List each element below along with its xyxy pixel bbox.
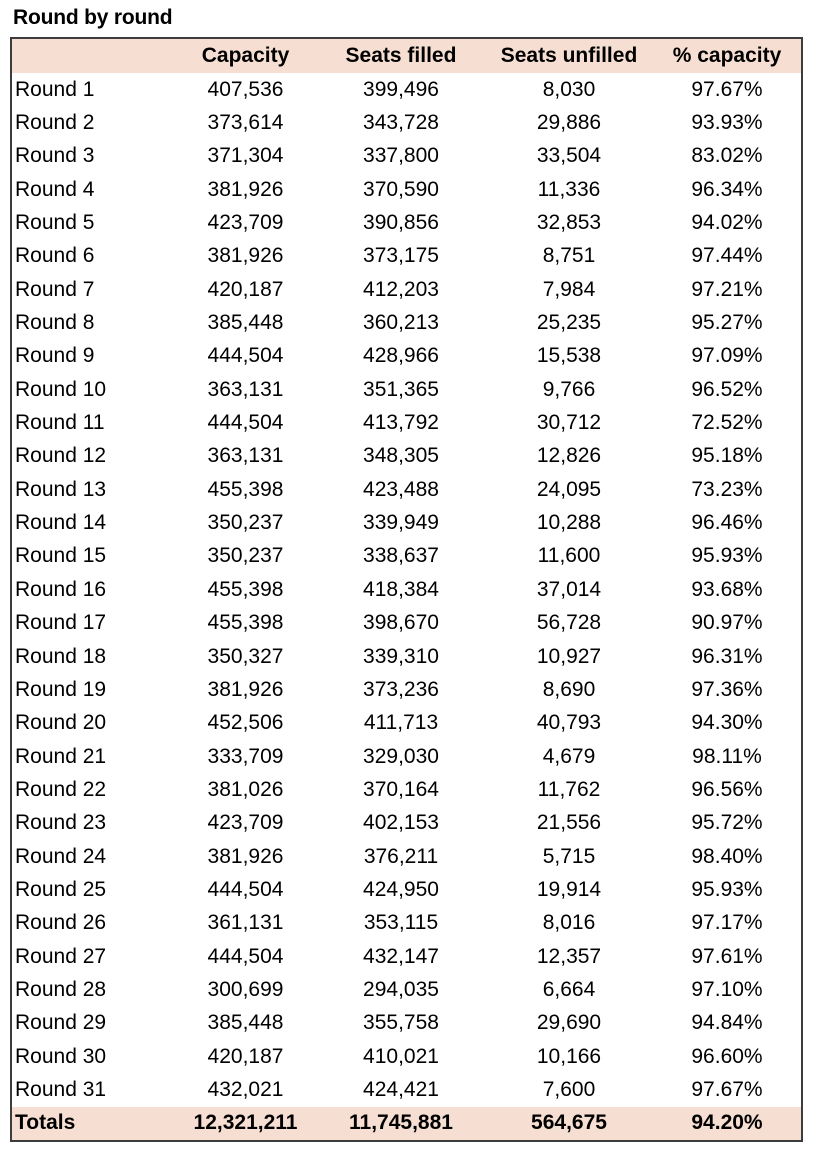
totals-seats-unfilled: 564,675 <box>531 1111 607 1135</box>
capacity-cell: 432,021 <box>207 1077 284 1101</box>
table-row <box>12 373 801 406</box>
seats-filled-cell: 410,021 <box>363 1044 439 1068</box>
seats-filled-cell: 376,211 <box>363 844 439 868</box>
capacity-cell: 361,131 <box>207 911 284 935</box>
round-cell: Round 3 <box>15 144 95 168</box>
seats-filled-cell: 370,590 <box>363 177 439 201</box>
seats-filled-cell: 423,488 <box>363 477 439 501</box>
capacity-cell: 444,504 <box>207 944 284 968</box>
capacity-cell: 420,187 <box>207 277 284 301</box>
capacity-cell: 385,448 <box>207 311 284 335</box>
percent-capacity-cell: 97.67% <box>691 1077 763 1101</box>
seats-filled-cell: 355,758 <box>363 1011 439 1035</box>
seats-filled-cell: 351,365 <box>363 377 439 401</box>
seats-filled-cell: 424,950 <box>363 877 439 901</box>
capacity-cell: 350,237 <box>207 544 284 568</box>
round-cell: Round 10 <box>15 377 107 401</box>
seats-unfilled-cell: 30,712 <box>536 411 602 435</box>
seats-unfilled-cell: 21,556 <box>536 811 602 835</box>
header-cell-capacity: Capacity <box>201 44 290 67</box>
seats-unfilled-cell: 15,538 <box>536 344 602 368</box>
round-cell: Round 12 <box>15 444 107 468</box>
capacity-cell: 333,709 <box>207 744 284 768</box>
seats-filled-cell: 373,236 <box>363 677 439 701</box>
seats-filled-cell: 413,792 <box>363 411 439 435</box>
round-cell: Round 29 <box>15 1011 107 1035</box>
capacity-cell: 381,026 <box>207 777 284 801</box>
percent-capacity-cell: 96.34% <box>691 177 763 201</box>
round-cell: Round 17 <box>15 611 107 635</box>
percent-capacity-cell: 93.93% <box>691 111 763 135</box>
totals-percent-capacity: 94.20% <box>691 1111 763 1135</box>
percent-capacity-cell: 95.27% <box>691 311 763 335</box>
capacity-cell: 444,504 <box>207 344 284 368</box>
seats-filled-cell: 432,147 <box>363 944 439 968</box>
seats-unfilled-cell: 8,690 <box>542 677 596 701</box>
percent-capacity-cell: 96.46% <box>691 511 763 535</box>
seats-filled-cell: 339,310 <box>363 644 439 668</box>
seats-unfilled-cell: 33,504 <box>536 144 602 168</box>
seats-unfilled-cell: 10,166 <box>536 1044 602 1068</box>
table-row <box>12 1073 801 1106</box>
table-row <box>12 673 801 706</box>
table-row <box>12 940 801 973</box>
round-cell: Round 16 <box>15 577 107 601</box>
percent-capacity-cell: 96.52% <box>691 377 763 401</box>
table-row <box>12 106 801 139</box>
percent-capacity-cell: 98.40% <box>691 844 763 868</box>
round-cell: Round 14 <box>15 511 107 535</box>
round-cell: Round 15 <box>15 544 107 568</box>
seats-filled-cell: 398,670 <box>363 611 439 635</box>
percent-capacity-cell: 96.56% <box>691 777 763 801</box>
seats-unfilled-cell: 25,235 <box>536 311 602 335</box>
table-row <box>12 173 801 206</box>
seats-unfilled-cell: 11,762 <box>537 777 601 801</box>
round-cell: Round 27 <box>15 944 107 968</box>
seats-unfilled-cell: 19,914 <box>536 877 602 901</box>
round-cell: Round 30 <box>15 1044 107 1068</box>
round-cell: Round 11 <box>15 411 105 435</box>
capacity-cell: 444,504 <box>207 877 284 901</box>
seats-filled-cell: 402,153 <box>363 811 439 835</box>
table-row <box>12 807 801 840</box>
round-cell: Round 23 <box>15 811 107 835</box>
round-cell: Round 28 <box>15 977 107 1001</box>
round-cell: Round 24 <box>15 844 107 868</box>
table-row <box>12 907 801 940</box>
seats-filled-cell: 348,305 <box>363 444 439 468</box>
percent-capacity-cell: 95.72% <box>691 811 763 835</box>
table-row <box>12 440 801 473</box>
table-row <box>12 340 801 373</box>
round-cell: Round 21 <box>15 744 107 768</box>
table-row <box>12 1040 801 1073</box>
percent-capacity-cell: 97.67% <box>691 77 763 101</box>
seats-unfilled-cell: 12,826 <box>536 444 602 468</box>
capacity-cell: 363,131 <box>207 377 284 401</box>
seats-unfilled-cell: 29,886 <box>536 111 602 135</box>
seats-filled-cell: 370,164 <box>363 777 439 801</box>
seats-unfilled-cell: 7,600 <box>542 1077 596 1101</box>
round-cell: Round 8 <box>15 311 95 335</box>
table-row <box>12 540 801 573</box>
seats-filled-cell: 338,637 <box>363 544 439 568</box>
table-row <box>12 273 801 306</box>
capacity-cell: 423,709 <box>207 811 284 835</box>
round-cell: Round 22 <box>15 777 107 801</box>
table-row <box>12 873 801 906</box>
capacity-cell: 423,709 <box>207 211 284 235</box>
round-cell: Round 18 <box>15 644 107 668</box>
seats-unfilled-cell: 32,853 <box>536 211 602 235</box>
seats-unfilled-cell: 8,751 <box>542 244 596 268</box>
percent-capacity-cell: 95.93% <box>691 544 763 568</box>
totals-row <box>12 1107 801 1140</box>
header-cell-seats-unfilled: Seats unfilled <box>500 44 638 67</box>
table-row <box>12 573 801 606</box>
percent-capacity-cell: 97.17% <box>691 911 763 935</box>
seats-filled-cell: 339,949 <box>363 511 439 535</box>
round-cell: Round 9 <box>15 344 95 368</box>
table-row <box>12 740 801 773</box>
seats-unfilled-cell: 7,984 <box>542 277 596 301</box>
table-row <box>12 773 801 806</box>
seats-unfilled-cell: 10,288 <box>536 511 602 535</box>
capacity-cell: 381,926 <box>207 177 284 201</box>
seats-unfilled-cell: 11,336 <box>537 177 601 201</box>
table-row <box>12 473 801 506</box>
capacity-cell: 363,131 <box>207 444 284 468</box>
seats-unfilled-cell: 56,728 <box>536 611 602 635</box>
round-table <box>10 37 803 1142</box>
seats-unfilled-cell: 9,766 <box>542 377 596 401</box>
percent-capacity-cell: 95.18% <box>691 444 763 468</box>
table-row <box>12 73 801 106</box>
percent-capacity-cell: 72.52% <box>691 411 763 435</box>
round-cell: Round 6 <box>15 244 95 268</box>
seats-unfilled-cell: 40,793 <box>536 711 602 735</box>
capacity-cell: 455,398 <box>207 477 284 501</box>
table-row <box>12 206 801 239</box>
round-cell: Round 7 <box>15 277 95 301</box>
percent-capacity-cell: 94.30% <box>691 711 763 735</box>
table-row <box>12 640 801 673</box>
capacity-cell: 373,614 <box>207 111 284 135</box>
seats-filled-cell: 337,800 <box>363 144 439 168</box>
capacity-cell: 444,504 <box>207 411 284 435</box>
table-row <box>12 1007 801 1040</box>
seats-unfilled-cell: 10,927 <box>536 644 602 668</box>
capacity-cell: 350,237 <box>207 511 284 535</box>
seats-filled-cell: 418,384 <box>363 577 439 601</box>
seats-filled-cell: 353,115 <box>363 911 439 935</box>
totals-seats-filled: 11,745,881 <box>349 1111 453 1135</box>
capacity-cell: 350,327 <box>207 644 284 668</box>
seats-filled-cell: 390,856 <box>363 211 439 235</box>
totals-label: Totals <box>15 1111 76 1135</box>
round-cell: Round 26 <box>15 911 107 935</box>
table-row <box>12 240 801 273</box>
header-cell-percent-capacity: % capacity <box>672 44 782 67</box>
table-row <box>12 607 801 640</box>
round-cell: Round 1 <box>15 77 95 101</box>
percent-capacity-cell: 95.93% <box>691 877 763 901</box>
round-cell: Round 2 <box>15 111 95 135</box>
table-row <box>12 840 801 873</box>
seats-unfilled-cell: 5,715 <box>542 844 596 868</box>
percent-capacity-cell: 94.84% <box>691 1011 763 1035</box>
percent-capacity-cell: 73.23% <box>691 477 763 501</box>
percent-capacity-cell: 90.97% <box>691 611 763 635</box>
seats-filled-cell: 294,035 <box>363 977 439 1001</box>
percent-capacity-cell: 98.11% <box>692 744 762 768</box>
percent-capacity-cell: 97.44% <box>691 244 763 268</box>
round-cell: Round 19 <box>15 677 107 701</box>
capacity-cell: 420,187 <box>207 1044 284 1068</box>
table-title: Round by round <box>13 6 173 29</box>
table-body <box>12 73 801 1107</box>
seats-filled-cell: 412,203 <box>363 277 439 301</box>
capacity-cell: 381,926 <box>207 244 284 268</box>
percent-capacity-cell: 93.68% <box>691 577 763 601</box>
totals-capacity: 12,321,211 <box>193 1111 298 1135</box>
seats-filled-cell: 373,175 <box>363 244 439 268</box>
seats-unfilled-cell: 29,690 <box>536 1011 602 1035</box>
percent-capacity-cell: 97.36% <box>691 677 763 701</box>
percent-capacity-cell: 97.09% <box>691 344 763 368</box>
table-row <box>12 506 801 539</box>
seats-unfilled-cell: 4,679 <box>542 744 596 768</box>
seats-filled-cell: 343,728 <box>363 111 439 135</box>
capacity-cell: 407,536 <box>207 77 284 101</box>
seats-filled-cell: 424,421 <box>363 1077 439 1101</box>
header-cell-seats-filled: Seats filled <box>345 44 457 67</box>
percent-capacity-cell: 97.21% <box>691 277 763 301</box>
seats-filled-cell: 399,496 <box>363 77 439 101</box>
round-cell: Round 4 <box>15 177 95 201</box>
round-cell: Round 31 <box>15 1077 107 1101</box>
capacity-cell: 381,926 <box>207 677 284 701</box>
capacity-cell: 455,398 <box>207 611 284 635</box>
seats-unfilled-cell: 8,016 <box>542 911 596 935</box>
percent-capacity-cell: 97.10% <box>691 977 763 1001</box>
round-cell: Round 13 <box>15 477 107 501</box>
table-row <box>12 140 801 173</box>
capacity-cell: 385,448 <box>207 1011 284 1035</box>
seats-unfilled-cell: 37,014 <box>536 577 602 601</box>
table-row <box>12 306 801 339</box>
table-row <box>12 707 801 740</box>
round-cell: Round 20 <box>15 711 107 735</box>
capacity-cell: 455,398 <box>207 577 284 601</box>
table-row <box>12 973 801 1006</box>
table-row <box>12 406 801 439</box>
round-cell: Round 25 <box>15 877 107 901</box>
seats-filled-cell: 411,713 <box>363 711 439 735</box>
percent-capacity-cell: 83.02% <box>691 144 763 168</box>
percent-capacity-cell: 97.61% <box>691 944 763 968</box>
capacity-cell: 300,699 <box>207 977 284 1001</box>
seats-unfilled-cell: 8,030 <box>542 77 596 101</box>
capacity-cell: 381,926 <box>207 844 284 868</box>
round-cell: Round 5 <box>15 211 95 235</box>
seats-unfilled-cell: 6,664 <box>542 977 596 1001</box>
seats-unfilled-cell: 24,095 <box>536 477 602 501</box>
seats-unfilled-cell: 11,600 <box>537 544 601 568</box>
capacity-cell: 452,506 <box>207 711 284 735</box>
percent-capacity-cell: 96.31% <box>691 644 763 668</box>
percent-capacity-cell: 94.02% <box>691 211 763 235</box>
percent-capacity-cell: 96.60% <box>691 1044 763 1068</box>
seats-filled-cell: 360,213 <box>363 311 439 335</box>
seats-filled-cell: 428,966 <box>363 344 439 368</box>
table-header-row <box>12 39 801 73</box>
seats-unfilled-cell: 12,357 <box>536 944 602 968</box>
capacity-cell: 371,304 <box>207 144 284 168</box>
seats-filled-cell: 329,030 <box>363 744 439 768</box>
